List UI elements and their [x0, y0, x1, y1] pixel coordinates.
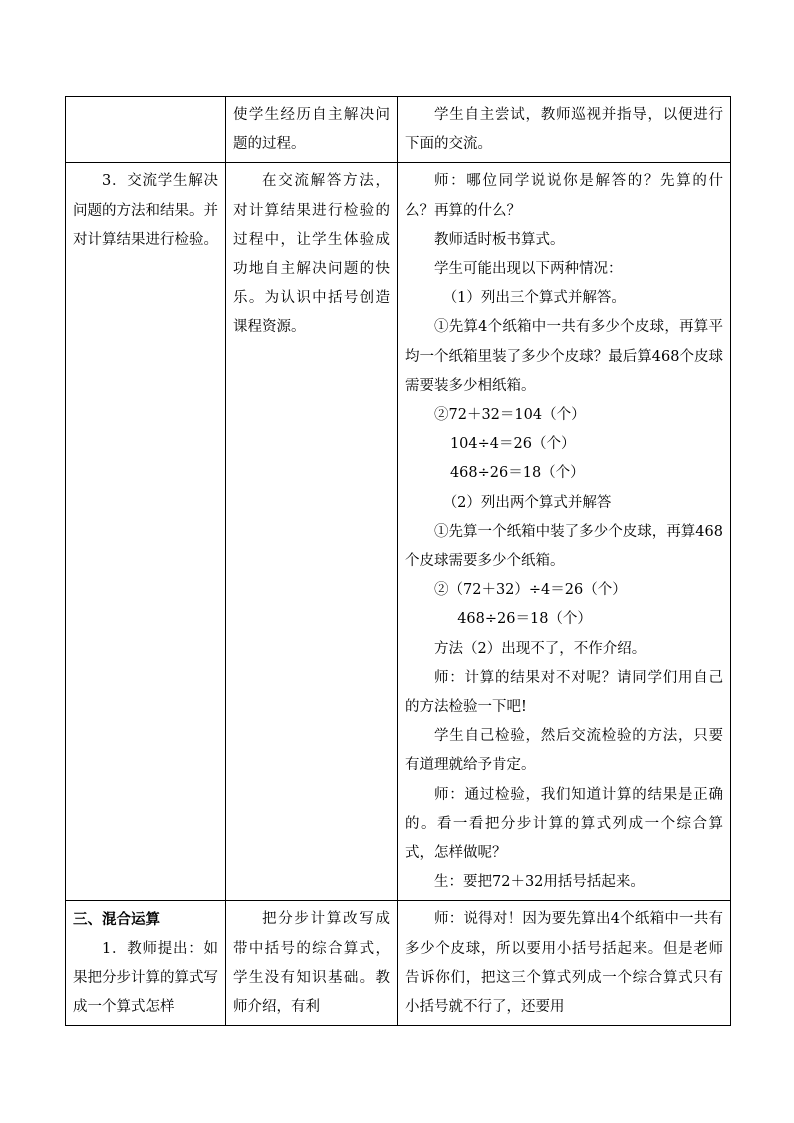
equation: ②72＋32＝104（个） [434, 407, 586, 424]
cell-intent [226, 163, 398, 901]
paragraph: 师：通过检验，我们知道计算的结果是正确的。看一看把分步计算的算式列成一个综合算式，怎样做呢？ [405, 786, 723, 862]
equation: 104÷4＝26（个） [449, 436, 576, 453]
cell-process [66, 97, 226, 163]
paragraph: 1．教师提出：如果把分步计算的算式写成一个算式怎样 [73, 940, 218, 1016]
paragraph: 师：哪位同学说说你是解答的？先算的什么？再算的什么？ [405, 173, 723, 219]
paragraph: （2）列出两个算式并解答 [442, 494, 612, 511]
paragraph: ①先算4个纸箱中一共有多少个皮球，再算平均一个纸箱里装了多少个皮球？最后算468个皮球需要装多少相纸箱。 [405, 319, 723, 394]
paragraph: 教师适时板书算式。 [434, 231, 565, 248]
cell-process [66, 163, 226, 901]
equation: ②（72＋32）÷4＝26（个） [434, 582, 627, 599]
table-row [66, 901, 731, 1026]
paragraph: 学生可能出现以下两种情况： [434, 261, 623, 278]
cell-activity [398, 163, 731, 901]
paragraph: 方法（2）出现不了，不作介绍。 [434, 640, 647, 657]
paragraph: 学生自己检验，然后交流检验的方法，只要有道理就给予肯定。 [405, 728, 723, 774]
lesson-plan-table [65, 96, 731, 1026]
paragraph: 学生自主尝试，教师巡视并指导，以便进行下面的交流。 [405, 107, 723, 153]
paragraph: 3．交流学生解决问题的方法和结果。并对计算结果进行检验。 [73, 173, 218, 248]
equation: 468÷26＝18（个） [457, 611, 592, 628]
equation: 468÷26＝18（个） [449, 465, 585, 482]
paragraph: 师：计算的结果对不对呢？请同学们用自己的方法检验一下吧! [405, 669, 723, 716]
cell-activity [398, 901, 731, 1026]
cell-process [66, 901, 226, 1026]
paragraph: ①先算一个纸箱中装了多少个皮球，再算468个皮球需要多少个纸箱。 [405, 523, 723, 570]
cell-intent [226, 901, 398, 1026]
paragraph: 生：要把72＋32用括号括起来。 [434, 874, 645, 891]
section-heading: 三、混合运算 [73, 911, 160, 929]
paragraph: 使学生经历自主解决问题的过程。 [233, 107, 390, 153]
cell-intent [226, 97, 398, 163]
paragraph: （1）列出三个算式并解答。 [442, 290, 626, 307]
paragraph: 师：说得对！因为要先算出4个纸箱中一共有多少个皮球，所以要用小括号括起来。但是老师告诉你们，把这三个算式列成一个综合算式只有小括号就不行了，还要用 [405, 911, 723, 1016]
table-row [66, 163, 731, 901]
paragraph: 在交流解答方法，对计算结果进行检验的过程中，让学生体验成功地自主解决问题的快乐。为认识中括号创造课程资源。 [233, 173, 390, 336]
cell-activity [398, 97, 731, 163]
paragraph: 把分步计算改写成带中括号的综合算式，学生没有知识基础。教师介绍，有利 [233, 911, 390, 1016]
table-row [66, 97, 731, 163]
